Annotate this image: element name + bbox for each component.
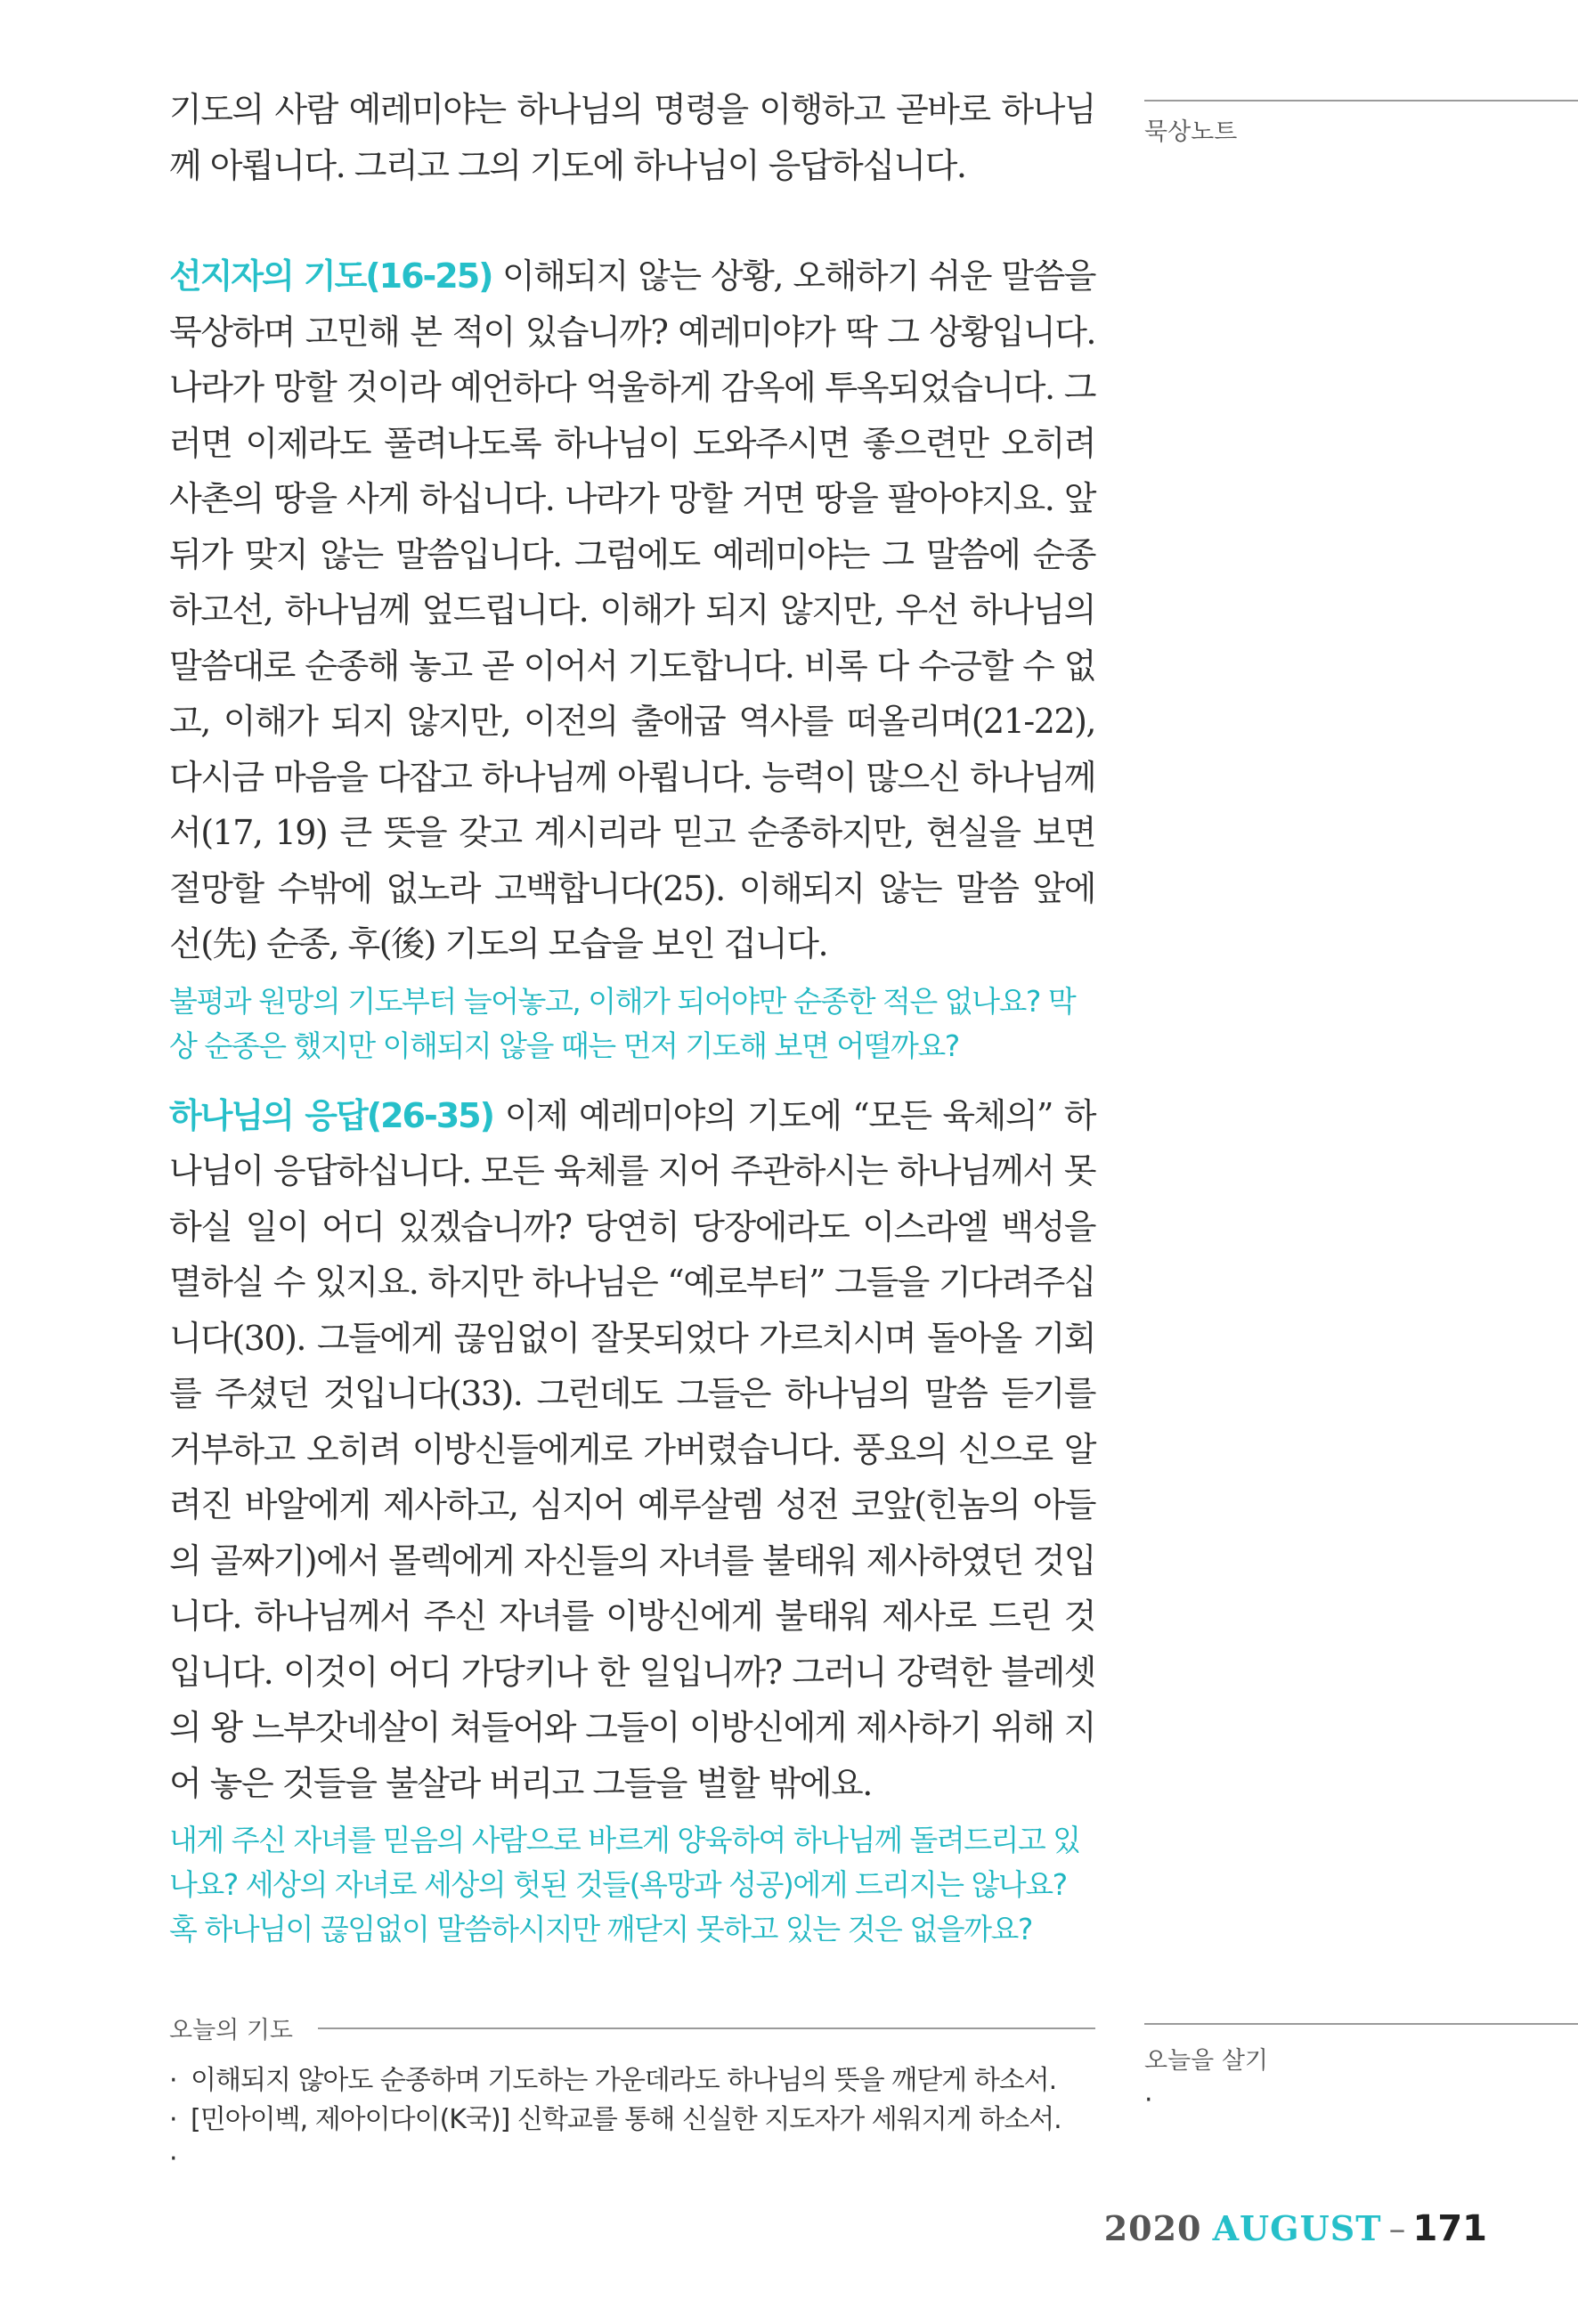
gods-answer-body: 이제 예레미야의 기도에 “모든 육체의” 하나님이 응답하십니다. 모든 육체를 지어 주관하시는 하나님께서 못하실 일이 어디 있겠습니까? 당연히 당장에라도 이스라엘 백성을 멸하실 수 있지요. 하지만 하나님은 “예로부터” 그들을 기다려주십니다(30). 그들에게 끊임없이 잘못되었다 가르치시며 돌아올 기회를 주셨던 것입니다(33). 그런데도 그들은 하나님의 말씀 듣기를 거부하고 오히려 이방신들에게로 가버렸습니다. 풍요의 신으로 알려진 바알에게 제사하고, 심지어 예루살렘 성전 코앞(힌놈의 아들의 골짜기)에서 몰렉에게 자신들의 자녀를 불태워 제사하였던 것입니다. 하나님께서 주신 자녀를 이방신에게 불태워 제사로 드린 것입니다. 이것이 어디 가당키나 한 일입니까? 그러니 강력한 블레셋의 왕 느부갓네살이 쳐들어와 그들이 이방신에게 제사하기 위해 지어 놓은 것들을 불살라 버리고 그들을 벌할 밖에요. [169, 1095, 1095, 1803]
prayer-item [169, 2140, 1095, 2179]
meditation-note-label: 묵상노트 [1144, 118, 1238, 146]
todays-prayer [169, 2011, 1095, 2179]
today-living-title: 오늘을 살기 [1144, 2047, 1268, 2075]
prophet-prayer-question: 불평과 원망의 기도부터 늘어놓고, 이해가 되어야만 순종한 적은 없나요? 막상 순종은 했지만 이해되지 않을 때는 먼저 기도해 보면 어떨까요? [169, 983, 1076, 1063]
folio-dash: – [1388, 2209, 1406, 2248]
meditation-note [1144, 100, 1578, 147]
bullet-icon: · [169, 2065, 177, 2096]
page-number: 171 [1412, 2208, 1487, 2249]
bullet-icon: · [169, 2143, 177, 2174]
gods-answer-question: 내게 주신 자녀를 믿음의 사람으로 바르게 양육하여 하나님께 돌려드리고 있나요? 세상의 자녀로 세상의 헛된 것들(욕망과 성공)에게 드리지는 않나요? 혹 하나님이 끊임없이 말씀하시지만 깨닫지 못하고 있는 것은 없을까요? [169, 1823, 1080, 1946]
prophet-prayer-paragraph [169, 248, 1095, 972]
bullet-icon: · [169, 2104, 177, 2135]
today-living [1144, 2023, 1578, 2116]
prayer-item-text: [민아이벡, 제아이다이(K국)] 신학교를 통해 신실한 지도자가 세워지게 하소서. [191, 2104, 1061, 2135]
todays-prayer-title: 오늘의 기도 [169, 2017, 293, 2044]
prayer-item [169, 2101, 1095, 2140]
todays-prayer-header [169, 2011, 1095, 2045]
prayer-item-text: 이해되지 않아도 순종하며 기도하는 가운데라도 하나님의 뜻을 깨닫게 하소서. [191, 2065, 1057, 2096]
gods-answer-heading: 하나님의 응답(26-35) [169, 1095, 493, 1135]
main-column [169, 82, 1095, 1952]
folio-month: AUGUST [1212, 2208, 1382, 2248]
meditation-note-divider [1144, 100, 1578, 102]
todays-prayer-divider [318, 2027, 1095, 2029]
folio-year: 2020 [1103, 2208, 1202, 2248]
gods-answer-paragraph [169, 1088, 1095, 1812]
intro-paragraph: 기도의 사람 예레미야는 하나님의 명령을 이행하고 곧바로 하나님께 아룁니다. 그리고 그의 기도에 하나님이 응답하십니다. [169, 90, 1095, 185]
prayer-item [169, 2061, 1095, 2101]
prophet-prayer-heading: 선지자의 기도(16-25) [169, 256, 492, 296]
page-footer [1104, 2208, 1487, 2249]
bullet-icon: · [1144, 2084, 1153, 2116]
today-living-divider [1144, 2023, 1578, 2025]
prophet-prayer-body: 이해되지 않는 상황, 오해하기 쉬운 말씀을 묵상하며 고민해 본 적이 있습니까? 예레미야가 딱 그 상황입니다. 나라가 망할 것이라 예언하다 억울하게 감옥에 투옥되었습니다. 그러면 이제라도 풀려나도록 하나님이 도와주시면 좋으련만 오히려 사촌의 땅을 사게 하십니다. 나라가 망할 거면 땅을 팔아야지요. 앞뒤가 맞지 않는 말씀입니다. 그럼에도 예레미야는 그 말씀에 순종하고선, 하나님께 엎드립니다. 이해가 되지 않지만, 우선 하나님의 말씀대로 순종해 놓고 곧 이어서 기도합니다. 비록 다 수긍할 수 없고, 이해가 되지 않지만, 이전의 출애굽 역사를 떠올리며(21-22), 다시금 마음을 다잡고 하나님께 아룁니다. 능력이 많으신 하나님께서(17, 19) 큰 뜻을 갖고 계시리라 믿고 순종하지만, 현실을 보면 절망할 수밖에 없노라 고백합니다(25). 이해되지 않는 말씀 앞에 선(先) 순종, 후(後) 기도의 모습을 보인 겁니다. [169, 256, 1096, 963]
prayer-list [169, 2061, 1095, 2179]
